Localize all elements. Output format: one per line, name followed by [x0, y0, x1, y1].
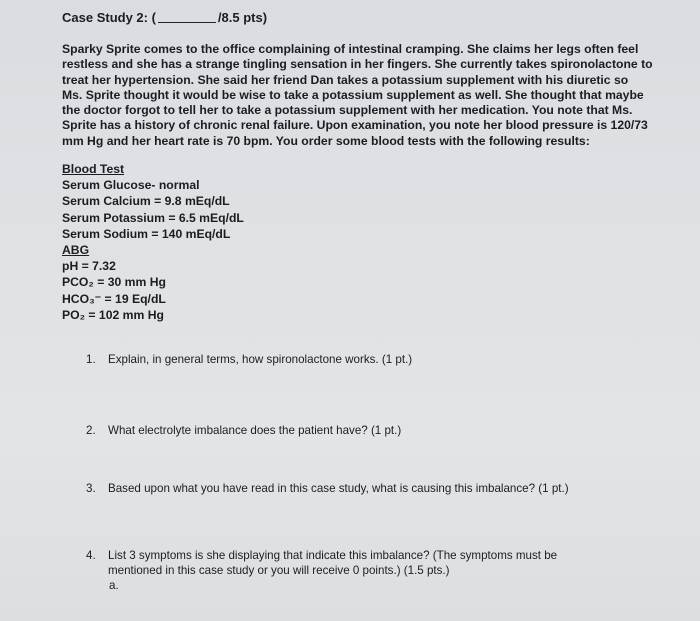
- question-text-line: mentioned in this case study or you will receive 0 points.) (1.5 pts.): [108, 564, 450, 577]
- test-results: [62, 161, 244, 323]
- abg-result: PCO₂ = 30 mm Hg: [62, 275, 166, 290]
- abg-heading: ABG: [62, 243, 90, 258]
- question-2: [86, 423, 646, 438]
- question-3: [86, 481, 646, 496]
- question-4: [86, 548, 646, 578]
- abg-result: pH = 7.32: [62, 259, 116, 274]
- case-line: restless and she has a strange tingling sensation in her fingers. She currently takes spironolactone to: [62, 57, 653, 72]
- case-study-title: [62, 10, 267, 25]
- title-left: Case Study 2: (: [62, 10, 156, 25]
- case-line: mm Hg and her heart rate is 70 bpm. You order some blood tests with the following results:: [62, 133, 590, 148]
- question-text: [108, 548, 638, 578]
- question-text: Based upon what you have read in this case study, what is causing this imbalance? (1 pt.): [108, 482, 569, 495]
- case-line: Ms. Sprite thought it would be wise to take a potassium supplement as well. She thought that maybe: [62, 87, 644, 102]
- question-1: [86, 352, 646, 367]
- question-number: 2.: [86, 424, 96, 437]
- score-blank: [158, 22, 216, 23]
- case-line: Sprite has a history of chronic renal failure. Upon examination, you note her blood pressure is 120/73: [62, 118, 648, 133]
- question-text: What electrolyte imbalance does the patient have? (1 pt.): [108, 424, 402, 437]
- title-right: /8.5 pts): [217, 10, 268, 25]
- case-description: [62, 42, 674, 149]
- question-number: 3.: [86, 482, 96, 495]
- blood-result: Serum Calcium = 9.8 mEq/dL: [62, 194, 230, 209]
- question-text-line: List 3 symptoms is she displaying that indicate this imbalance? (The symptoms must be: [108, 549, 558, 562]
- question-number: 1.: [86, 353, 96, 366]
- answer-subitem-a: a.: [109, 579, 119, 592]
- question-text: Explain, in general terms, how spironolactone works. (1 pt.): [108, 353, 413, 366]
- blood-result: Serum Potassium = 6.5 mEq/dL: [62, 210, 244, 225]
- case-line: treat her hypertension. She said her friend Dan takes a potassium supplement with his diuretic so: [62, 72, 629, 87]
- blood-test-heading: Blood Test: [62, 162, 125, 176]
- abg-result: PO₂ = 102 mm Hg: [62, 307, 164, 322]
- case-line: Sparky Sprite comes to the office complaining of intestinal cramping. She claims her legs often feel: [62, 42, 639, 56]
- blood-result: Serum Glucose- normal: [62, 178, 200, 193]
- abg-result: HCO₃⁻ = 19 Eq/dL: [62, 291, 166, 306]
- question-number: 4.: [86, 549, 96, 562]
- blood-result: Serum Sodium = 140 mEq/dL: [62, 226, 231, 241]
- case-line: the doctor forgot to tell her to take a potassium supplement with her medication. You note that Ms.: [62, 103, 633, 118]
